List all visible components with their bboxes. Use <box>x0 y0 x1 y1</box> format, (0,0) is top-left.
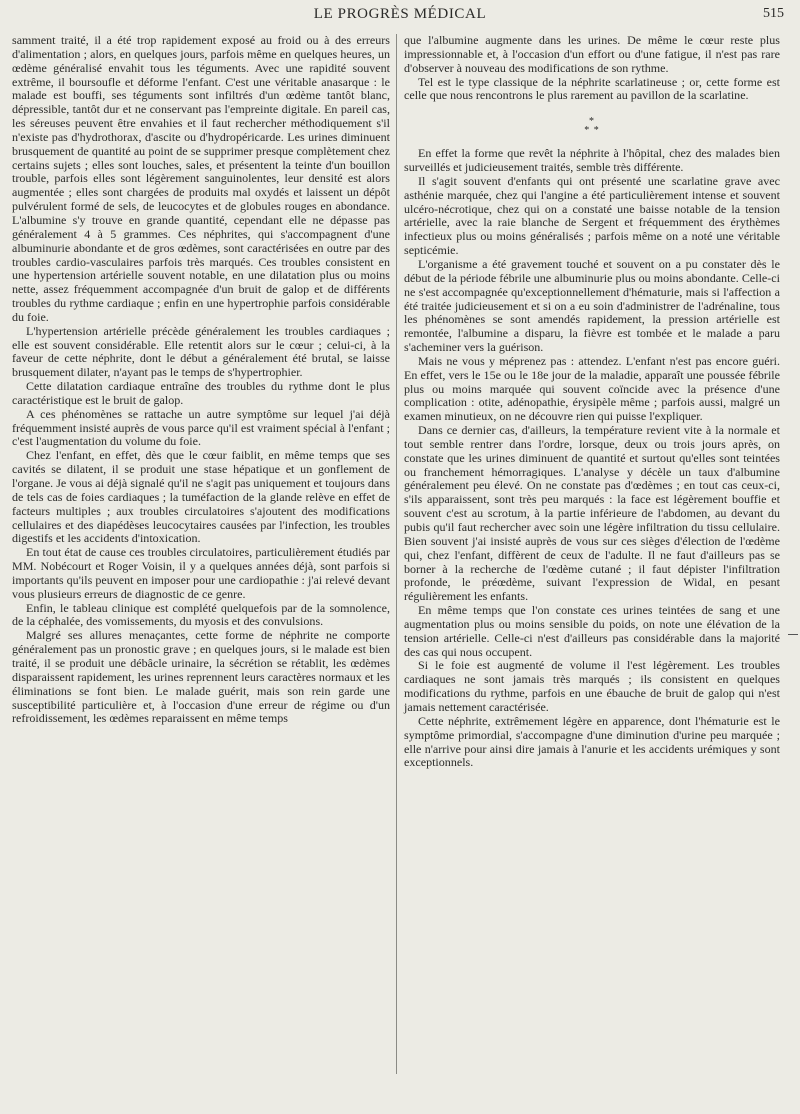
paragraph: Mais ne vous y méprenez pas : attendez. L'enfant n'est pas encore guéri. En effet, vers le 15e ou le 18e jour de la maladie, apparaît une poussée fébrile plus ou moins marquée qui souvent coïncide avec la présence d'une complication : otite, adénopathie, érysipèle même ; parfois aussi, malgré un examen minutieux, on ne découvre rien qui puisse l'expliquer. <box>404 353 780 424</box>
page-number: 515 <box>763 6 784 21</box>
paragraph: A ces phénomènes se rattache un autre symptôme sur lequel j'ai déjà fréquemment insisté auprès de vous parce qu'il est vraiment spécial à l'enfant ; c'est l'augmentation du volume du foie. <box>12 406 390 449</box>
right-column <box>404 34 780 770</box>
column-divider <box>396 34 397 1074</box>
paragraph: Il s'agit souvent d'enfants qui ont présenté une scarlatine grave avec asthénie marquée, chez qui l'angine a été particulièrement intense et souvent ulcéro-nécrotique, chez qui on a constaté une baisse notable de la tension artérielle, avec la raie blanche de Sergent et fréquemment des érythèmes infectieux plus ou moins généralisés ; parfois même on a noté une véritable septicémie. <box>404 173 780 258</box>
paragraph: samment traité, il a été trop rapidement exposé au froid ou à des erreurs d'alimentation ; alors, en quelques jours, parfois même en quelques heures, un œdème généralisé envahit tous les téguments. Avec une rapidité souvent extrême, il boursoufle et déforme l'enfant. C'est une véritable anasarque : le malade est bouffi, ses téguments sont infiltrés d'un œdème tantôt blanc, dépressible, tantôt dur et ne conservant pas l'empreinte digitale. En pareil cas, les séreuses peuvent être envahies et il faut rechercher méthodiquement s'il n'existe pas d'hydrothorax, d'ascite ou d'hydropéricarde. Les urines diminuent brusquement de quantité au point de se supprimer presque complètement chez certains sujets ; elles sont louches, sales, et présentent la teinte d'un bouillon trouble, parfois elles sont légèrement sanguinolentes, leur densité est alors augmentée ; elles sont chargées de produits mal oxydés et laissent un dépôt pulvérulent formé de sels, de leucocytes et de globules rouges en abondance. L'albumine s'y trouve en grande quantité, cependant elle ne dépasse pas généralement 4 à 5 grammes. Ces néphrites, qui s'accompagnent d'une albuminurie abondante et de gros œdèmes, sont caractérisées en outre par des troubles cardio-vasculaires parfois très marqués. Ces troubles consistent en une hypertension artérielle souvent notable, en une dilatation plus ou moins nette, assez fréquemment accompagnée d'un bruit de galop et de différents troubles du rythme cardiaque ; enfin en une hypertrophie parfois considérable du foie. <box>12 33 390 324</box>
paragraph: En effet la forme que revêt la néphrite à l'hôpital, chez des malades bien surveillés et judicieusement traités, semble très différente. <box>404 146 780 175</box>
paragraph: L'organisme a été gravement touché et souvent on a pu constater dès le début de la période fébrile une albuminurie plus ou moins abondante. Celle-ci ne s'est accompagnée qu'exceptionnellement d'hématurie, mais si l'affection a été traitée judicieusement et si on a eu soin d'administrer de l'adrénaline, tous les phénomènes se sont amendés rapidement, la pression artérielle est remontée, l'albumine a disparu, la fièvre est tombée et le malade a paru s'acheminer vers la guérison. <box>404 256 780 355</box>
left-column <box>12 34 390 726</box>
paragraph: Cette néphrite, extrêmement légère en apparence, dont l'hématurie est le symptôme primordial, s'accompagne d'une diminution d'urine peu marquée ; elle n'arrive pour ainsi dire jamais à l'anurie et les accidents urémiques y sont exceptionnels. <box>404 713 780 770</box>
paragraph: Dans ce dernier cas, d'ailleurs, la température revient vite à la normale et tout semble rentrer dans l'ordre, lorsque, deux ou trois jours après, on constate que les urines diminuent de quantité et surtout qu'elles sont teintées ou franchement hémorragiques. L'analyse y décèle un taux d'albumine généralement peu élevé. On ne constate pas d'œdèmes ; en tout cas ceux-ci, s'ils apparaissent, sont très peu marqués : la face est légèrement bouffie et souvent c'est au scrotum, à la partie inférieure de l'abdomen, au devant du pubis qu'il faut rechercher avec soin une légère infiltration du tissu cellulaire. Bien souvent j'ai insisté auprès de vous sur ces sièges d'élection de l'œdème qui, chez l'enfant, diffèrent de ceux de l'adulte. Il ne faut d'ailleurs pas se borner à la recherche de l'œdème cutané ; il faut dépister l'infiltration profonde, le préœdème, suivant l'expression de Widal, en pesant régulièrement les enfants. <box>404 423 780 604</box>
paragraph: En tout état de cause ces troubles circulatoires, particulièrement étudiés par MM. Nobécourt et Roger Voisin, il y a quelques années déjà, sont parfois si importants qu'ils peuvent en imposer pour une cardiopathie : j'ai relevé devant vous plusieurs erreurs de diagnostic de ce genre. <box>12 545 390 601</box>
paragraph: Enfin, le tableau clinique est complété quelquefois par de la somnolence, de la céphalée, des vomissements, du myosis et des convulsions. <box>12 600 390 629</box>
paragraph: Si le foie est augmenté de volume il l'est légèrement. Les troubles cardiaques ne sont jamais très marqués ; ils consistent en quelques modifications du rythme, parfois en une ébauche de bruit de galop qui n'est jamais nettement caractérisée. <box>404 658 780 714</box>
paragraph: En même temps que l'on constate ces urines teintées de sang et une augmentation plus ou moins sensible du poids, on note une élévation de la tension artérielle. Celle-ci n'est d'ailleurs pas considérable dans la majorité des cas qui nous occupent. <box>404 603 780 659</box>
paragraph: que l'albumine augmente dans les urines. De même le cœur reste plus impressionnable et, à l'occasion d'un effort ou d'une fatigue, il n'est pas rare d'observer à nouveau des modifications de son rythme. <box>404 33 780 75</box>
margin-tick <box>788 634 798 635</box>
asterism-top: * <box>589 116 595 128</box>
paragraph: Tel est le type classique de la néphrite scarlatineuse ; or, cette forme est celle que nous rencontrons le plus rarement au pavillon de la scarlatine. <box>404 74 780 103</box>
section-asterism <box>404 117 780 135</box>
journal-title: LE PROGRÈS MÉDICAL <box>313 6 487 22</box>
paragraph: Chez l'enfant, en effet, dès que le cœur faiblit, en même temps que ses cavités se dilatent, il se produit une stase hépatique et un gonflement de l'organe. Je vous ai déjà signalé qu'il ne s'agit pas uniquement et toujours dans de tels cas de foies cardiaques ; la tuméfaction de la glande relève en effet de facteurs multiples ; aux troubles circulatoires s'ajoutent des modifications cellulaires et des diapédèses leucocytaires causées par l'infection, les troubles digestifs et les accidents d'intoxication. <box>12 448 390 546</box>
asterism-bottom: * * <box>584 125 600 137</box>
paragraph: Cette dilatation cardiaque entraîne des troubles du rythme dont le plus caractéristique est le bruit de galop. <box>12 379 390 407</box>
paragraph: Malgré ses allures menaçantes, cette forme de néphrite ne comporte généralement pas un pronostic grave ; en quelques jours, si le malade est bien traité, il se produit une débâcle urinaire, la sécrétion se rétablit, les œdèmes disparaissent rapidement, les urines reprennent leurs caractères normaux et les éliminations se font bien. Le malade guérit, mais son rein garde une susceptibilité particulière et, à l'occasion d'une erreur de régime ou d'un refroidissement, les œdèmes reparaissent en même temps <box>12 628 390 726</box>
paragraph: L'hypertension artérielle précède généralement les troubles cardiaques ; elle est souvent considérable. Elle retentit alors sur le cœur ; celui-ci, à la faveur de cette néphrite, dont le début a généralement été brutal, se laisse brusquement dilater, n'ayant pas le temps de s'hypertrophier. <box>12 323 390 380</box>
running-header <box>0 6 800 28</box>
